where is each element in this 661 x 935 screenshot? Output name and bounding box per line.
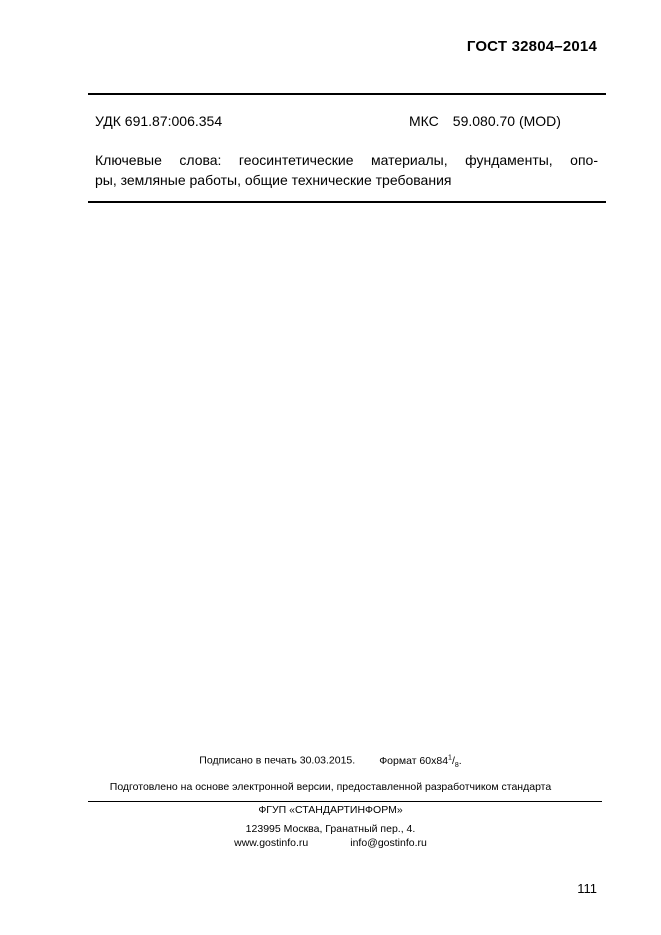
format-suffix: . — [458, 754, 462, 767]
udk-code: УДК 691.87:006.354 — [95, 113, 223, 129]
email-link[interactable]: info@gostinfo.ru — [350, 837, 427, 849]
top-divider — [88, 93, 606, 95]
standard-designation: ГОСТ 32804–2014 — [466, 38, 597, 55]
paper-format: Формат $60х84^1/_8$. — [379, 754, 462, 769]
mks-code: 59.080.70 (MOD) — [452, 113, 561, 129]
print-info — [0, 754, 661, 769]
publisher-contacts — [0, 837, 661, 849]
format-numerator: 1 — [448, 754, 452, 761]
keywords-line-1: Ключевые слова: геосинтетические материалы, фундаменты, опо- — [95, 152, 598, 168]
format-prefix: Формат 60х84 — [379, 754, 449, 767]
keywords-line-2: ры, земляные работы, общие технические требования — [95, 172, 452, 188]
publisher-name: ФГУП «СТАНДАРТИНФОРМ» — [258, 804, 403, 816]
page-number: 111 — [577, 881, 597, 896]
format-denominator: 8 — [454, 761, 459, 769]
website-link[interactable]: www.gostinfo.ru — [234, 837, 309, 849]
prepared-note: Подготовлено на основе электронной версии, предоставленной разработчиком стандарта — [109, 781, 552, 793]
signed-date: Подписано в печать 30.03.2015. — [199, 754, 356, 767]
keywords-paragraph — [95, 150, 598, 190]
keywords-divider — [88, 201, 606, 203]
publisher-address: 123995 Москва, Гранатный пер., 4. — [245, 823, 416, 835]
imprint-divider — [88, 801, 602, 802]
mks-classification — [409, 113, 561, 129]
mks-label: МКС — [409, 113, 439, 129]
